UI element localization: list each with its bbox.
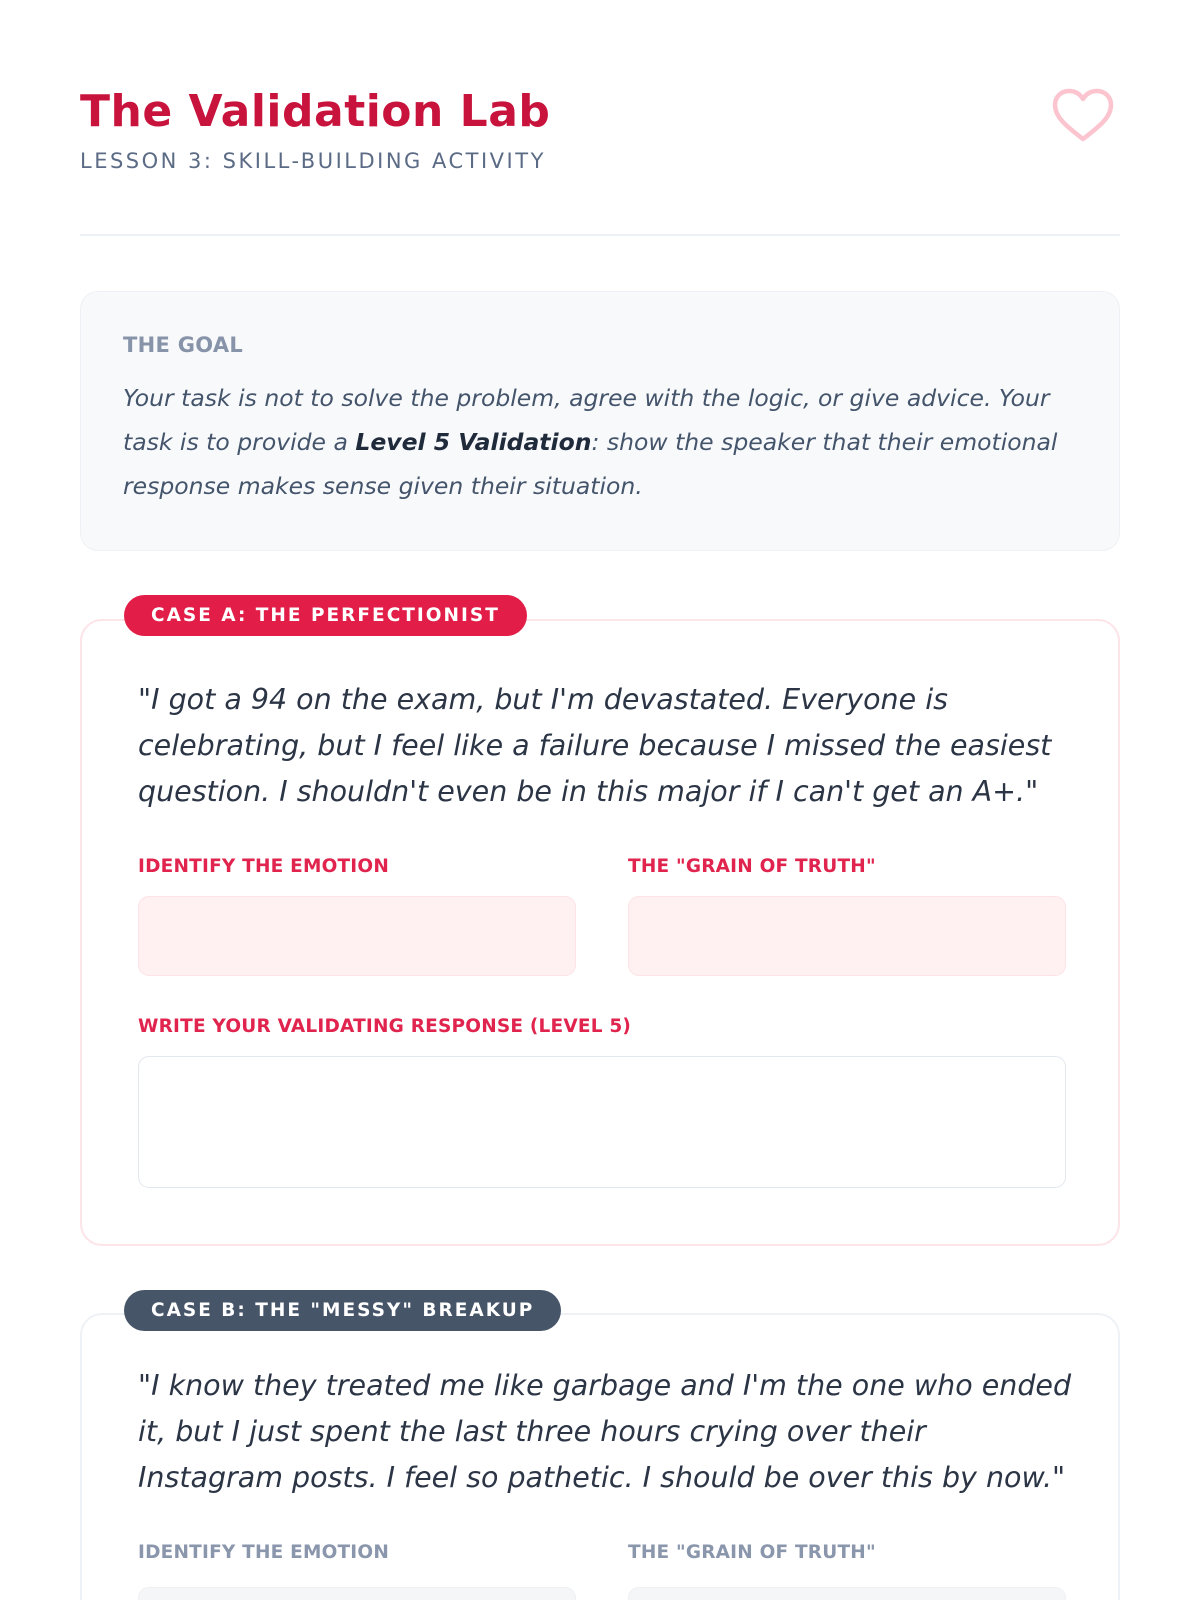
case-a-truth-label: THE "GRAIN OF TRUTH" (628, 856, 876, 877)
case-a-truth-input[interactable] (628, 896, 1066, 976)
case-a-emotion-label: IDENTIFY THE EMOTION (138, 856, 390, 877)
case-a-emotion-input[interactable] (138, 896, 576, 976)
page-subtitle: LESSON 3: SKILL-BUILDING ACTIVITY (80, 149, 546, 173)
case-b-emotion-label: IDENTIFY THE EMOTION (138, 1542, 390, 1563)
heart-icon[interactable] (1052, 88, 1114, 144)
goal-text-emphasis: Level 5 Validation (355, 428, 592, 456)
goal-text (123, 376, 1077, 508)
case-a-badge: CASE A: THE PERFECTIONIST (124, 595, 527, 636)
page-title: The Validation Lab (80, 86, 551, 137)
case-a-response-label: WRITE YOUR VALIDATING RESPONSE (LEVEL 5) (138, 1016, 632, 1037)
header-divider (80, 234, 1120, 236)
goal-text-end: : show the speaker that their emotional response makes sense given their situation. (123, 428, 1058, 500)
case-b-badge: CASE B: THE "MESSY" BREAKUP (124, 1290, 561, 1331)
case-b-emotion-input[interactable] (138, 1587, 576, 1600)
case-b-truth-label: THE "GRAIN OF TRUTH" (628, 1542, 876, 1563)
case-b-quote: "I know they treated me like garbage and I'm the one who ended it, but I just spent the last three hours crying over their Instagram posts. I feel so pathetic. I should be over this by now." (138, 1369, 1072, 1494)
case-b-truth-input[interactable] (628, 1587, 1066, 1600)
case-a-response-input[interactable] (138, 1056, 1066, 1188)
header (80, 84, 1120, 184)
goal-text-start: Your task is not to solve the problem, agree with the logic, or give advice. Your task is to provide a (123, 384, 1050, 456)
goal-panel (80, 291, 1120, 551)
case-a-quote: "I got a 94 on the exam, but I'm devastated. Everyone is celebrating, but I feel like a failure because I missed the easiest question. I shouldn't even be in this major if I can't get an A+." (138, 683, 1052, 808)
case-a-card (80, 619, 1120, 1246)
case-b-card (80, 1313, 1120, 1600)
goal-label: THE GOAL (123, 333, 244, 357)
